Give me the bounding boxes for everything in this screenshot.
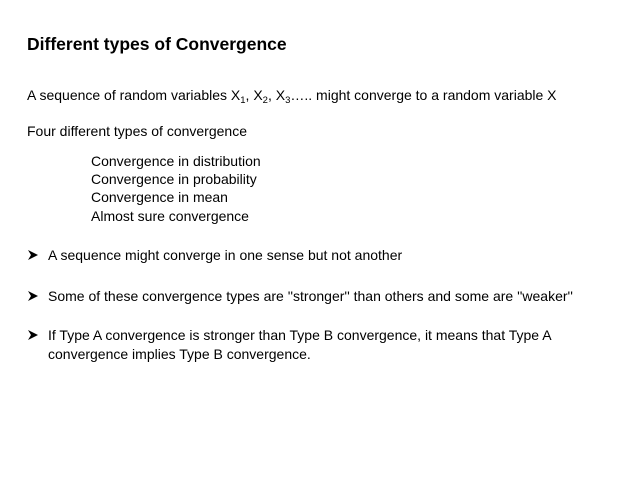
intro-prefix: A sequence of random variables X <box>27 87 241 103</box>
slide-title: Different types of Convergence <box>27 34 287 54</box>
bullet-text: Some of these convergence types are ''stronger'' than others and some are ''weaker'' <box>48 288 573 304</box>
bullet-text: A sequence might converge in one sense but not another <box>48 247 403 263</box>
type-item-mean: Convergence in mean <box>91 189 228 205</box>
types-heading: Four different types of convergence <box>27 123 247 139</box>
bullet-continuation: convergence implies Type B convergence. <box>48 346 311 362</box>
bullet-text: If Type A convergence is stronger than Type B convergence, it means that Type A <box>48 327 552 343</box>
bullet-item <box>27 246 402 264</box>
intro-sentence <box>27 86 557 104</box>
type-item-probability: Convergence in probability <box>91 171 257 187</box>
type-item-distribution: Convergence in distribution <box>91 153 261 169</box>
bullet-item <box>27 326 552 344</box>
intro-subscript-3: 3 <box>285 95 291 106</box>
intro-separator-1: , X <box>245 87 263 103</box>
arrowhead-bullet-icon <box>27 329 39 341</box>
intro-subscript-1: 1 <box>240 95 246 106</box>
bullet-item <box>27 287 573 305</box>
arrowhead-bullet-icon <box>27 249 39 261</box>
intro-separator-2: , X <box>267 87 286 103</box>
type-item-almost-sure: Almost sure convergence <box>91 208 249 224</box>
intro-suffix: ….. might converge to a random variable X <box>290 87 557 103</box>
intro-subscript-2: 2 <box>262 95 268 106</box>
arrowhead-bullet-icon <box>27 290 39 302</box>
